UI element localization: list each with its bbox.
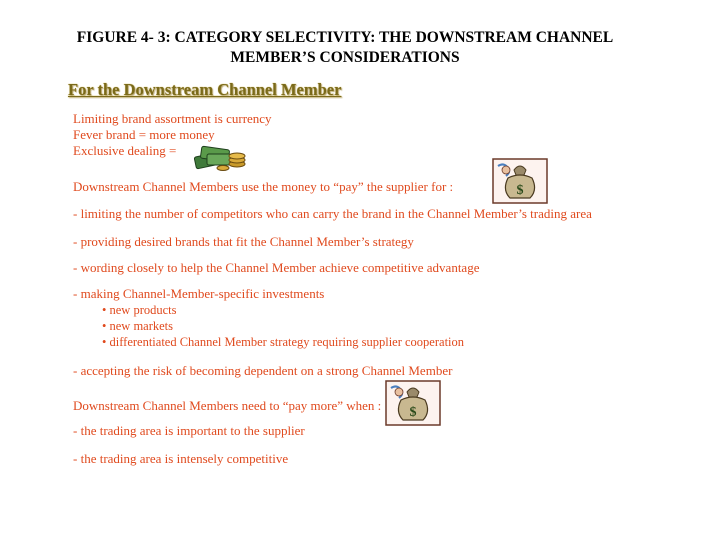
intro-line-1: Limiting brand assortment is currency <box>73 111 272 126</box>
section1-item-1: - limiting the number of competitors who can carry the brand in the Channel Member’s trading area <box>73 206 592 221</box>
section1-item-3: - wording closely to help the Channel Member achieve competitive advantage <box>73 260 480 275</box>
section1-item-2: - providing desired brands that fit the Channel Member’s strategy <box>73 234 414 249</box>
section2-item-1: - the trading area is important to the supplier <box>73 423 305 438</box>
svg-text:$: $ <box>516 183 524 198</box>
section1-sub-item-2: • new markets <box>102 319 174 333</box>
intro-line-2: Fever brand = more money <box>73 127 215 142</box>
section2-item-2: - the trading area is intensely competitive <box>73 451 289 466</box>
section1-sub-item-3: • differentiated Channel Member strategy requiring supplier cooperation <box>102 335 465 349</box>
intro-line-3: Exclusive dealing = <box>73 143 177 158</box>
section1-last-item: - accepting the risk of becoming dependent on a strong Channel Member <box>73 363 453 378</box>
money-bag-icon <box>385 380 441 426</box>
svg-text:$: $ <box>409 405 417 420</box>
section1-item-4: - making Channel-Member-specific investments <box>73 286 325 301</box>
page-title <box>0 28 690 68</box>
page-title-line-2: MEMBER’S CONSIDERATIONS <box>230 49 460 66</box>
section-heading: For the Downstream Channel Member <box>68 80 342 99</box>
section1-sub-item-1: • new products <box>102 303 177 317</box>
page-title-line-1: FIGURE 4- 3: CATEGORY SELECTIVITY: THE DOWNSTREAM CHANNEL <box>76 29 614 46</box>
section1-lead: Downstream Channel Members use the money to “pay” the supplier for : <box>73 179 454 194</box>
money-pile-icon <box>193 142 249 172</box>
section2-lead: Downstream Channel Members need to “pay more” when : <box>73 398 382 413</box>
money-bag-icon <box>492 158 548 204</box>
